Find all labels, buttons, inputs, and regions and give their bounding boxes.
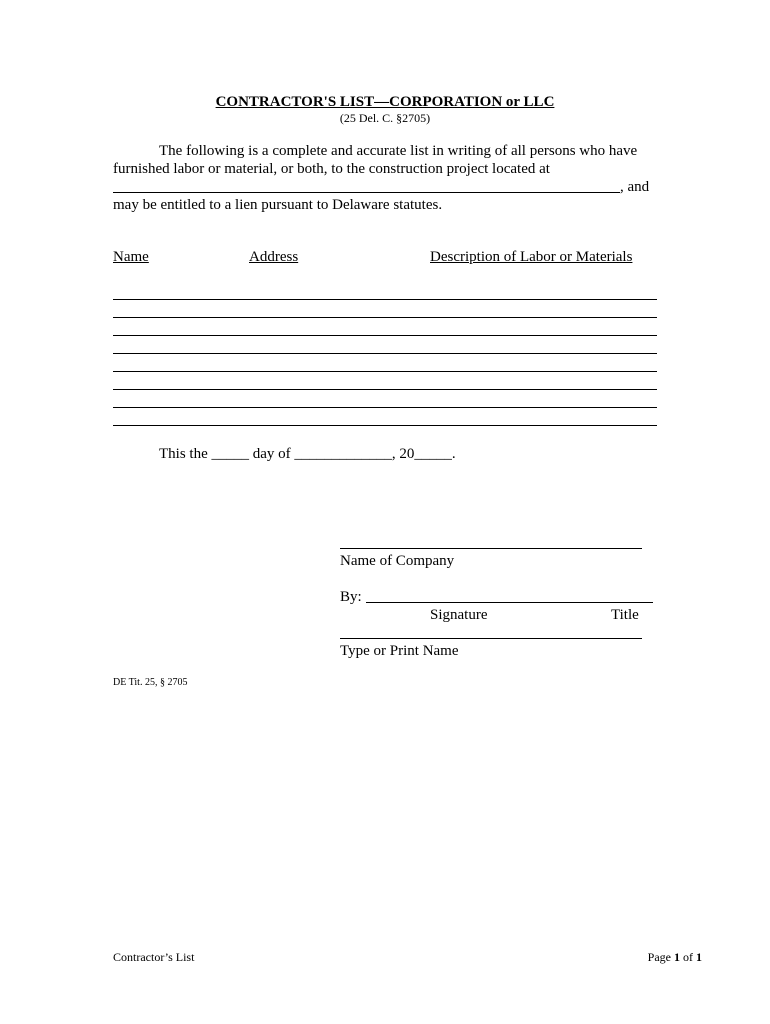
list-row-line[interactable] bbox=[113, 353, 657, 354]
page-current: 1 bbox=[674, 950, 680, 964]
statute-citation: (25 Del. C. §2705) bbox=[339, 111, 431, 125]
column-header-address: Address bbox=[249, 249, 299, 265]
list-row-line[interactable] bbox=[113, 407, 657, 408]
column-header-name: Name bbox=[113, 249, 149, 265]
list-row-line[interactable] bbox=[113, 371, 657, 372]
signature-label: Signature bbox=[430, 607, 488, 623]
page-of: of bbox=[680, 950, 696, 964]
list-row-line[interactable] bbox=[113, 425, 657, 426]
column-header-description: Description of Labor or Materials bbox=[430, 249, 633, 265]
signature-title-blank[interactable] bbox=[366, 602, 653, 603]
page-prefix: Page bbox=[647, 950, 674, 964]
company-name-blank[interactable] bbox=[340, 548, 642, 549]
list-row-line[interactable] bbox=[113, 317, 657, 318]
form-reference: DE Tit. 25, § 2705 bbox=[113, 677, 188, 688]
list-row-line[interactable] bbox=[113, 299, 657, 300]
by-label: By: bbox=[340, 589, 362, 605]
list-row-line[interactable] bbox=[113, 389, 657, 390]
intro-line-4: may be entitled to a lien pursuant to Delaware statutes. bbox=[113, 197, 443, 213]
title-label: Title bbox=[611, 607, 639, 623]
company-name-label: Name of Company bbox=[340, 553, 455, 569]
print-name-label: Type or Print Name bbox=[340, 643, 459, 659]
page-total: 1 bbox=[696, 950, 702, 964]
list-row-line[interactable] bbox=[113, 335, 657, 336]
intro-line-1: The following is a complete and accurate list in writing of all persons who have bbox=[159, 143, 638, 159]
date-line: This the _____ day of _____________, 20_____. bbox=[159, 446, 456, 462]
footer-page-number bbox=[648, 950, 702, 965]
footer-document-name: Contractor’s List bbox=[113, 950, 195, 964]
intro-line-2: furnished labor or material, or both, to the construction project located at bbox=[113, 161, 550, 177]
print-name-blank[interactable] bbox=[340, 638, 642, 639]
intro-line-3-suffix: , and bbox=[620, 179, 650, 195]
project-location-blank[interactable] bbox=[113, 192, 620, 193]
document-title: CONTRACTOR'S LIST—CORPORATION or LLC bbox=[215, 94, 555, 110]
